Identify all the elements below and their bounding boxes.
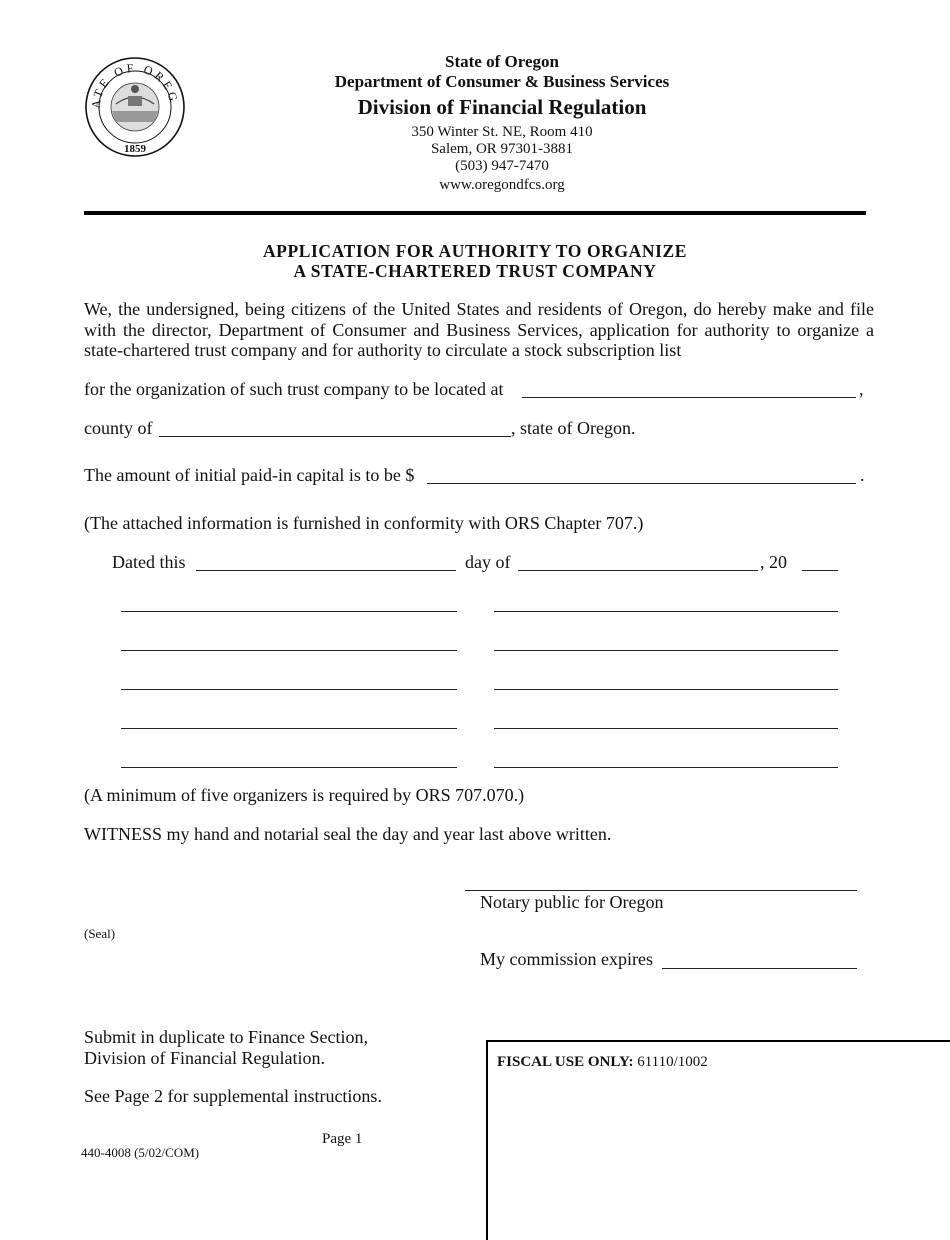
dated-label: Dated this	[112, 552, 186, 572]
organizer-signature-line[interactable]	[121, 767, 457, 768]
organizer-signature-line[interactable]	[121, 728, 457, 729]
svg-text:STATE OF OREGON: ATE OF OREG	[88, 60, 182, 110]
organizer-signature-line[interactable]	[494, 689, 838, 690]
svg-text:1859: 1859	[124, 143, 146, 155]
capital-input[interactable]	[427, 483, 856, 484]
commission-expires-input[interactable]	[662, 968, 857, 969]
state-name: State of Oregon	[445, 52, 559, 71]
website[interactable]: www.oregondfcs.org	[439, 177, 565, 193]
county-label: county of	[84, 418, 153, 438]
dated-month-input[interactable]	[518, 570, 758, 571]
intro-paragraph: We, the undersigned, being citizens of the United States and residents of Oregon, do hereby make and file with the director, Department of Consumer and Business Services, application for authority to organize a state-chartered trust company and for authority to circulate a stock subscription list	[84, 299, 874, 360]
organizer-signature-line[interactable]	[494, 650, 838, 651]
fiscal-use-label: FISCAL USE ONLY:	[497, 1054, 634, 1070]
dated-year-input[interactable]	[802, 570, 838, 571]
organizer-signature-line[interactable]	[494, 611, 838, 612]
header-divider	[84, 211, 866, 215]
division-name: Division of Financial Regulation	[357, 95, 647, 119]
organizers-note: (A minimum of five organizers is required by ORS 707.070.)	[84, 785, 525, 805]
page-number: Page 1	[322, 1131, 363, 1147]
organizer-signature-line[interactable]	[494, 767, 838, 768]
oregon-state-seal-icon	[84, 56, 186, 158]
capital-period: .	[860, 465, 865, 485]
location-label: for the organization of such trust company to be located at	[84, 379, 504, 399]
year-prefix: , 20	[760, 552, 787, 572]
fiscal-code: 61110/1002	[637, 1054, 708, 1070]
fiscal-use-text	[497, 1054, 708, 1071]
form-number: 440-4008 (5/02/COM)	[81, 1145, 200, 1160]
notary-label: Notary public for Oregon	[480, 892, 664, 912]
submit-line1: Submit in duplicate to Finance Section,	[84, 1027, 368, 1047]
organizer-signature-line[interactable]	[121, 611, 457, 612]
capital-label: The amount of initial paid-in capital is to be $	[84, 465, 415, 485]
commission-label: My commission expires	[480, 949, 653, 969]
submit-line2: Division of Financial Regulation.	[84, 1048, 325, 1068]
organizer-signature-line[interactable]	[494, 728, 838, 729]
dated-day-input[interactable]	[196, 570, 456, 571]
form-title-line1: APPLICATION FOR AUTHORITY TO ORGANIZE	[262, 241, 688, 261]
location-comma: ,	[859, 379, 864, 399]
department-name: Department of Consumer & Business Services	[334, 72, 670, 91]
witness-statement: WITNESS my hand and notarial seal the day and year last above written.	[84, 824, 612, 844]
conformity-note: (The attached information is furnished in conformity with ORS Chapter 707.)	[84, 513, 644, 533]
location-input[interactable]	[522, 397, 856, 398]
state-suffix: , state of Oregon.	[511, 418, 636, 438]
phone-number: (503) 947-7470	[455, 158, 549, 174]
organizer-signature-line[interactable]	[121, 689, 457, 690]
seal-label: (Seal)	[84, 926, 116, 941]
form-title-line2: A STATE-CHARTERED TRUST COMPANY	[293, 261, 657, 281]
organizer-signature-line[interactable]	[121, 650, 457, 651]
county-input[interactable]	[159, 436, 511, 437]
fiscal-use-box	[486, 1040, 950, 1240]
address-line1: 350 Winter St. NE, Room 410	[411, 124, 593, 140]
notary-signature-line[interactable]	[465, 890, 857, 891]
day-of-label: day of	[465, 552, 511, 572]
address-line2: Salem, OR 97301-3881	[430, 141, 574, 157]
see-page-note: See Page 2 for supplemental instructions.	[84, 1086, 382, 1106]
